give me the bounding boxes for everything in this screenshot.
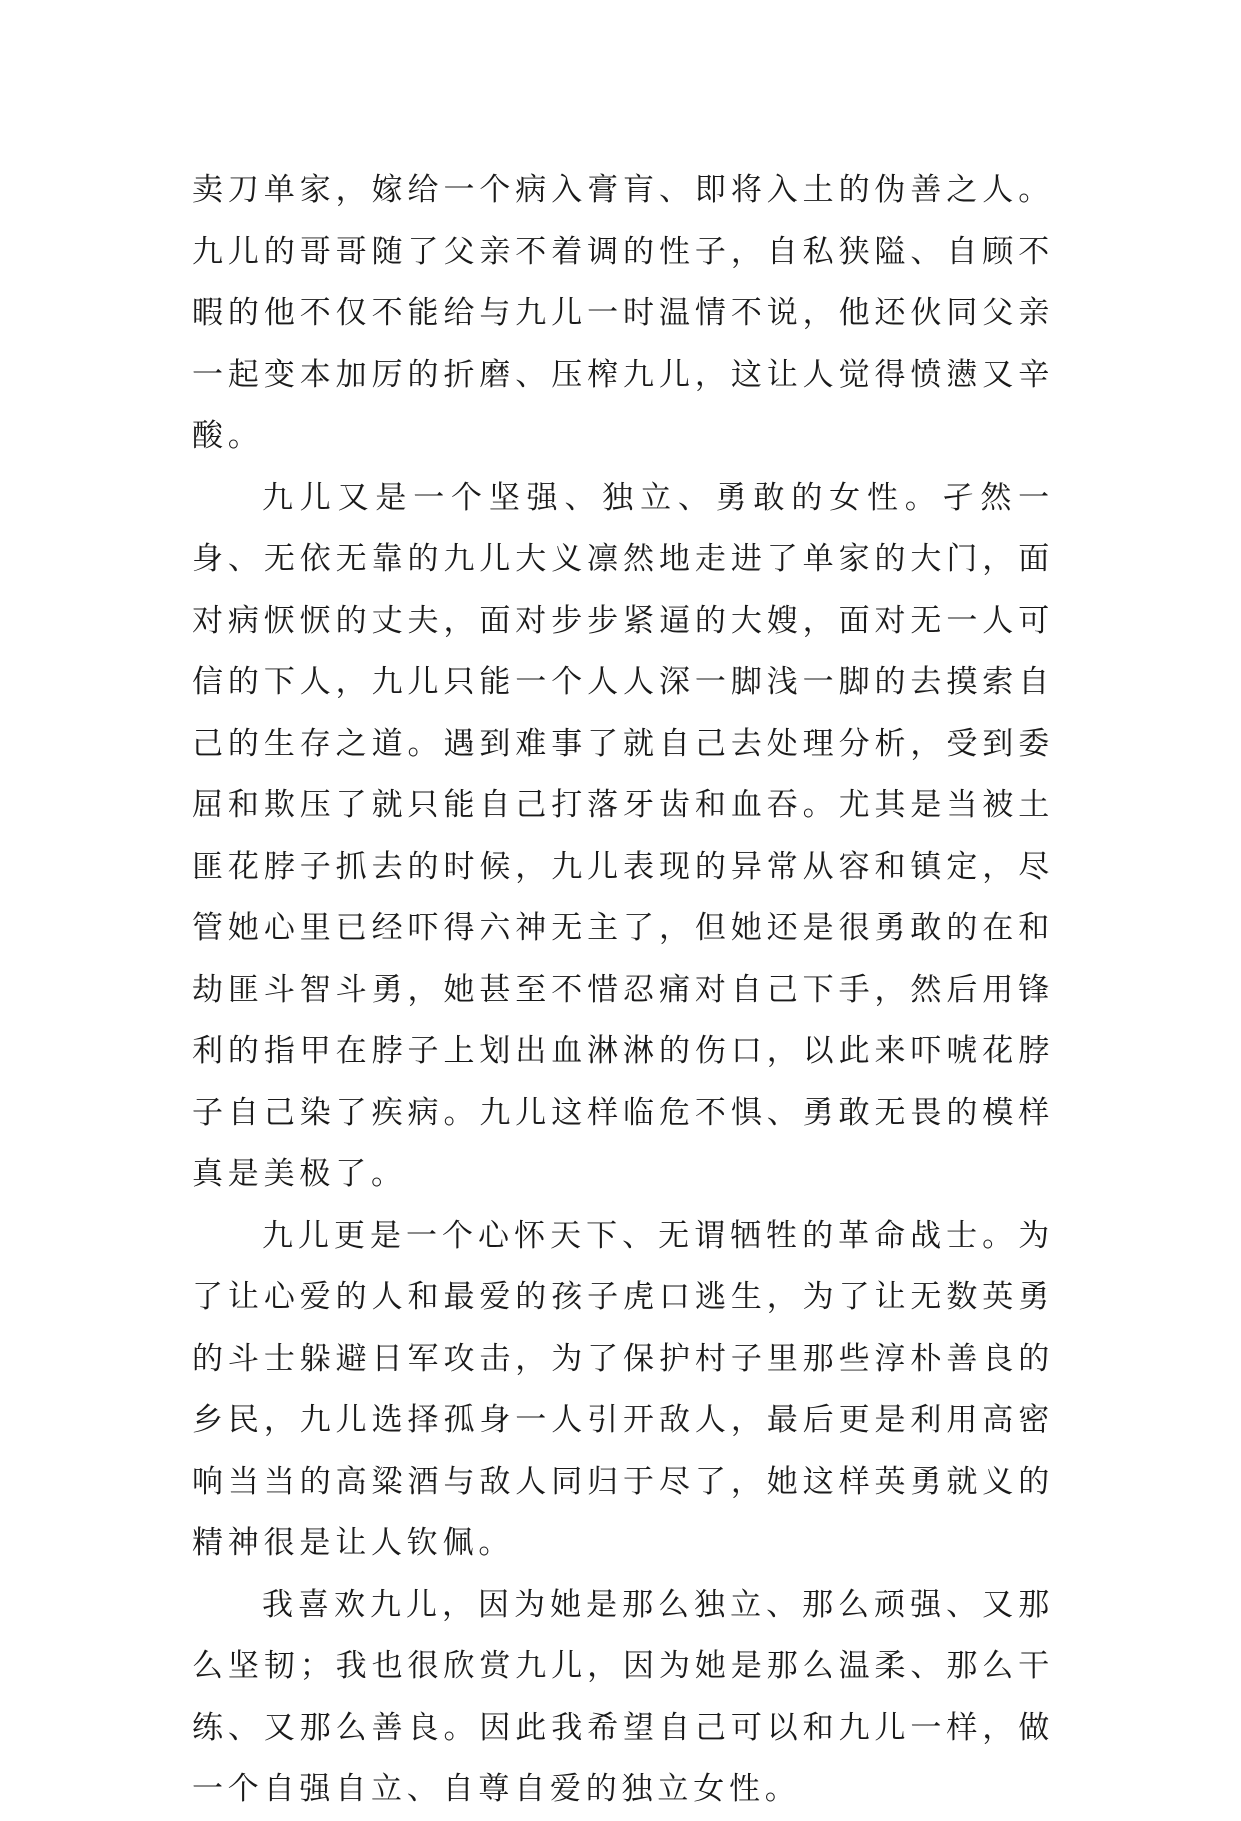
- paragraph-1: 卖刀单家，嫁给一个病入膏肓、即将入土的伪善之人。九儿的哥哥随了父亲不着调的性子，自私狭隘、自顾不暇的他不仅不能给与九儿一时温情不说，他还伙同父亲一起变本加厉的折磨、压榨九儿，这让人觉得愤懑又辛酸。: [192, 172, 1054, 454]
- document-body: [192, 160, 1054, 1821]
- paragraph-4: 我喜欢九儿，因为她是那么独立、那么顽强、又那么坚韧；我也很欣赏九儿，因为她是那么温柔、那么干练、又那么善良。因此我希望自己可以和九儿一样，做一个自强自立、自尊自爱的独立女性。: [192, 1586, 1054, 1807]
- paragraph-3: 九儿更是一个心怀天下、无谓牺牲的革命战士。为了让心爱的人和最爱的孩子虎口逃生，为了让无数英勇的斗士躲避日军攻击，为了保护村子里那些淳朴善良的乡民，九儿选择孤身一人引开敌人，最后更是利用高密响当当的高粱酒与敌人同归于尽了，她这样英勇就义的精神很是让人钦佩。: [192, 1217, 1054, 1561]
- paragraph-2: 九儿又是一个坚强、独立、勇敢的女性。孑然一身、无依无靠的九儿大义凛然地走进了单家的大门，面对病恹恹的丈夫，面对步步紧逼的大嫂，面对无一人可信的下人，九儿只能一个人人深一脚浅一脚的去摸索自己的生存之道。遇到难事了就自己去处理分析，受到委屈和欺压了就只能自己打落牙齿和血吞。尤其是当被土匪花脖子抓去的时候，九儿表现的异常从容和镇定，尽管她心里已经吓得六神无主了，但她还是很勇敢的在和劫匪斗智斗勇，她甚至不惜忍痛对自己下手，然后用锋利的指甲在脖子上划出血淋淋的伤口，以此来吓唬花脖子自己染了疾病。九儿这样临危不惧、勇敢无畏的模样真是美极了。: [192, 479, 1054, 1192]
